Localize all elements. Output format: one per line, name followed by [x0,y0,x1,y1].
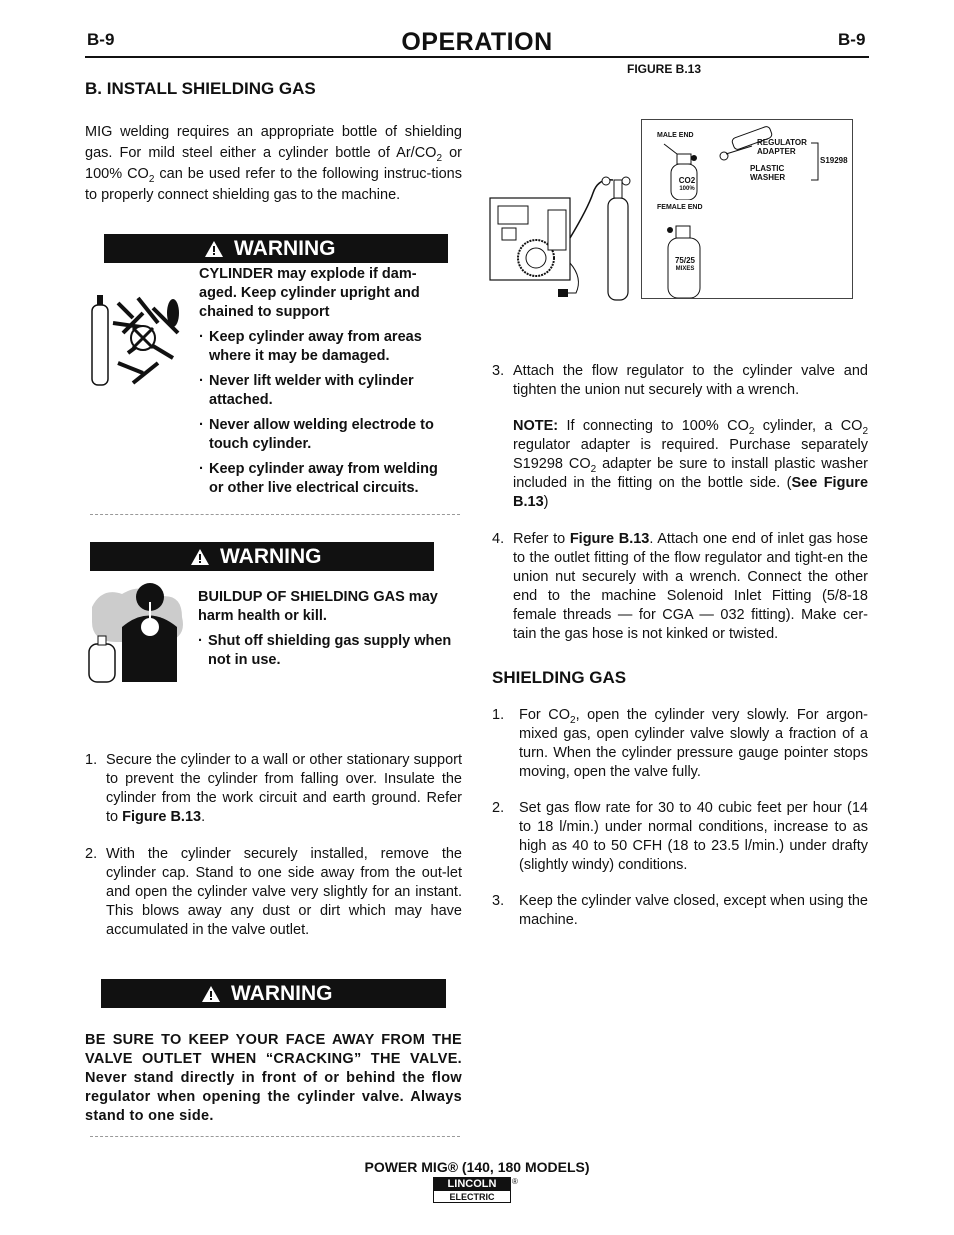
warning2-bullet: · Shut off shielding gas supply when not in use. [198,633,452,668]
warning-triangle-icon [201,985,221,1003]
mix-cylinder-icon [660,212,712,298]
intro-paragraph: MIG welding requires an appropriate bottle of shielding gas. For mild steel either a cylinder bottle of $Ar/CO_2$ or 100% $CO_2$ can be used refer to the following instruc-tions to properly connect shielding gas to the machine. [85,124,462,203]
shielding-gas-title: SHIELDING GAS [492,668,627,687]
figure-caption: FIGURE B.13 [627,62,702,76]
warning-label-3: WARNING [231,981,333,1005]
warning1-text: CYLINDER may explode if dam-aged. Keep cylinder upright and chained to support · Keep cylinder away from areas where it may be damaged. · Never lift welder with cylinder attached. · Never allow welding electrode to touch cylinder. · Keep cylinder away from welding or other live electrical circuits. [199,265,449,498]
footer-model: POWER MIG® (140, 180 MODELS) [364,1159,590,1175]
warning1-bullet: · Never lift welder with cylinder attached. [199,373,414,408]
figure-detail-box [641,119,853,299]
shielding-step-3: 3. Keep the cylinder valve closed, except when using the machine. [492,893,868,928]
page-code-right: B-9 [838,30,866,49]
lincoln-electric-logo: LINCOLN ELECTRIC ® [433,1177,511,1205]
warning-label-1: WARNING [234,236,336,260]
page-title: OPERATION [401,28,553,56]
divider-2 [90,1136,460,1137]
bracket-icon [810,142,820,182]
regulator-adapter-label: REGULATOR ADAPTER [757,138,807,156]
header-rule [85,56,869,58]
warning2-text: BUILDUP OF SHIELDING GAS may harm health or kill. · Shut off shielding gas supply when not in use. [198,588,463,670]
step-2: 2. With the cylinder securely installed, remove the cylinder cap. Stand to one side away from the out-let and open the cylinder valve very slightly for an instant. This blows away any dust or dirt which may have accumulated in the valve outlet. [85,846,462,938]
warning3-text: BE SURE TO KEEP YOUR FACE AWAY FROM THE VALVE OUTLET WHEN “CRACKING” THE VALVE. Never stand directly in front of or behind the flow regulator when opening the cylinder valve. Always stand to one side. [85,1032,462,1124]
left-steps [85,751,462,940]
male-end-label: MALE END [657,132,694,139]
warning-triangle-icon [204,240,224,258]
cylinder-explosion-icon [88,283,188,388]
mix-label: 75/25 MIXES [674,256,696,272]
step-1: 1. Secure the cylinder to a wall or other stationary support to prevent the cylinder from falling over. Insulate the cylinder from the work circuit and earth ground. Refer to Figure B.13. [85,752,462,825]
shielding-step-2: 2. Set gas flow rate for 30 to 40 cubic feet per hour (14 to 18 l/min.) under normal conditions, increase to as high as 40 to 50 CFH (18 to 23.5 l/min.) under drafty (slightly windy) conditions. [492,800,868,873]
shielding-steps [492,706,868,930]
co2-label: CO2 100% [678,176,696,192]
warning1-bullet: · Keep cylinder away from areas where it may be damaged. [199,329,422,364]
shielding-step-1: 1. For $CO_2$, open the cylinder very slowly. For argon-mixed gas, open cylinder valve slowly a fraction of a turn. When the cylinder pressure gauge pointer stops moving, open the valve fully. [492,707,868,780]
warning-bar-1 [104,234,448,263]
co2-note: NOTE: If connecting to 100% $CO_2$ cylinder, a $CO_2$ regulator adapter is required. Purchase separately S19298 $CO_2$ adapter be sure to install plastic washer included in the fitting on the bottle side. (See Figure B.13) [513,418,869,510]
warning-triangle-icon [190,548,210,566]
right-step-4: 4. Refer to Figure B.13. Attach one end of inlet gas hose to the outlet fitting of the flow regulator and tight-en the union nut securely with a wrench. Connect the other end to the machine Solenoid Inlet Fitting (5/8-18 female threads — for CGA — 032 fitting). Make cer-tain the gas hose is not kinked or twisted. [492,531,869,642]
warning1-bullet: · Never allow welding electrode to touch cylinder. [199,417,434,452]
warning-bar-3 [101,979,446,1008]
welder-setup-drawing [488,168,638,303]
warning1-bullet: · Keep cylinder away from welding or other live electrical circuits. [199,461,438,496]
part-number-label: S19298 [820,156,848,165]
divider-1 [90,514,460,515]
section-title: B. INSTALL SHIELDING GAS [85,79,316,98]
female-end-label: FEMALE END [657,204,703,211]
right-step-3: 3. Attach the flow regulator to the cylinder valve and tighten the union nut securely with a wrench. [492,363,868,398]
warning-label-2: WARNING [220,544,322,568]
plastic-washer-label: PLASTIC WASHER [750,164,786,182]
page-code-left: B-9 [87,30,115,49]
gas-buildup-icon [87,582,185,684]
warning-bar-2 [90,542,434,571]
